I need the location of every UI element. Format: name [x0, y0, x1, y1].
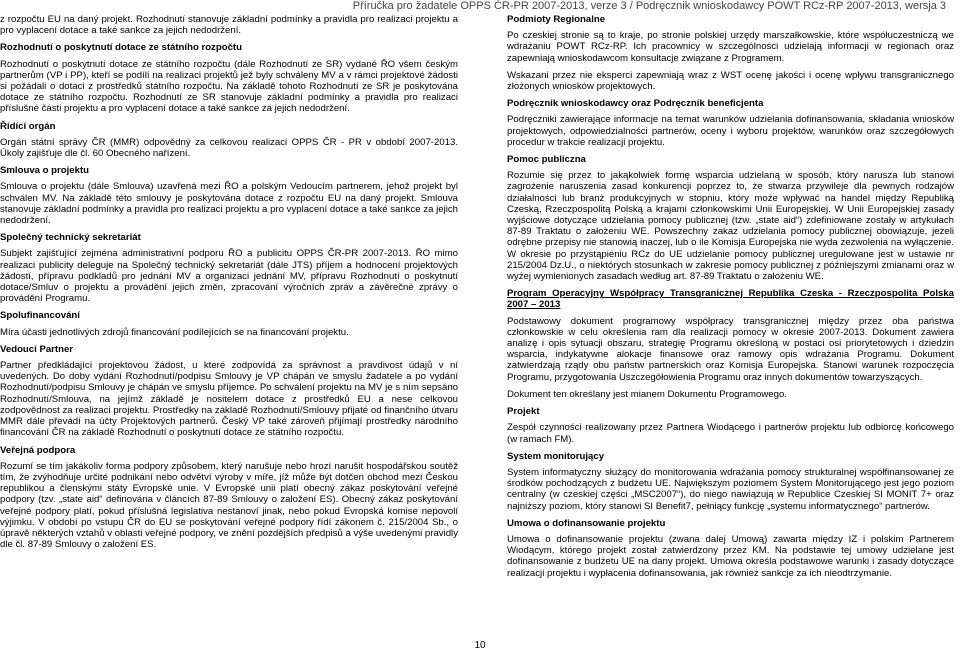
section-heading: Smlouva o projektu	[0, 165, 90, 177]
section-heading: Podręcznik wnioskodawcy oraz Podręcznik beneficjenta	[507, 98, 764, 110]
paragraph: Zespół czynności realizowany przez Partnera Wiodącego i partnerów projektu lub odbiorcę końcowego (w ramach FM).	[507, 422, 954, 445]
section-heading: System monitorujący	[507, 450, 605, 462]
page-number: 10	[474, 640, 486, 651]
section-heading: Spolufinancování	[0, 310, 80, 322]
paragraph: Orgán státní správy ČR (MMR) odpovědný za celkovou realizaci OPPS ČR - PR v období 2007-2013. Úkoly zajišťuje dle čl. 60 Obecného nařízení.	[0, 136, 458, 160]
paragraph: Rozumie się przez to jakąkolwiek formę wsparcia udzielaną w sposób, który narusza lub stanowi zagrożenie naruszenia zasad konkurencji poprzez to, że stwarza przywileje dla pewnych rodzajów działalności lub branż produkcyjnych w stopniu, który może wpływać na handel między Republiką Czeską, Rzeczpospolitą Polską a krajami członkowskimi Unii Europejskiej. W Unii Europejskiej zasady wyjściowe dotyczące udzielania pomocy publicznej (tzw. „state aid“) zdefiniowane zostały w artykułach 87-89 Traktatu o założeniu WE. Powszechny zakaz udzielania pomocy publicznej obowiązuje, jeżeli odrębne przepisy nie stanowią inaczej, lub o ile Komisja Europejska nie wyda zezwolenia na wyłączenie. W okresie po przystąpieniu RCz do UE udzielanie pomocy publicznej uregulowane jest w ustawie nr 215/2004 Dz.U., o niektórych stosunkach w zakresie pomocy publicznej z późniejszymi zmianami oraz w wyżej wymienionych zasadach według art. 87-89 Traktatu o założeniu WE.	[507, 170, 954, 283]
paragraph: Partner předkládající projektovou žádost, u které zodpovídá za správnost a pravdivost údajů v ní uvedených. Do doby vydání Rozhodnutí/podpisu Smlouvy je VP chápán ve smyslu žadatele a po vydání Rozhodnutí/podpisu Smlouvy je chápán ve smyslu příjemce. Po schválení projektu na MV je s ním sepsáno Rozhodnutí/Smlouva, na jejímž základě je nositelem dotace z prostředků EU a nese celkovou zodpovědnost za realizaci projektu. Prostředky na základě Rozhodnutí/Smlouvy přijaté od finančního útvaru MMR dále převádí na účty Projektových partnerů. Český VP také zároveň přijímají prostředky národního financování ČR na základě Rozhodnutí o poskytnutí dotace ze státního rozpočtu.	[0, 360, 458, 439]
paragraph: Umowa o dofinansowanie projektu (zwana dalej Umową) zawarta między IZ i polskim Partnerem Wiodącym, którego projekt został zatwierdzony przez KM. Na podstawie tej umowy udzielane jest dofinansowanie z budżetu UE na dany projekt. Umowa określa podstawowe warunki i zasady dotyczące realizacji projektu i wypłacenia dofinansowania, jak również sankcje za ich nieodtrzymanie.	[507, 533, 954, 579]
section-heading: Společný technický sekretariát	[0, 232, 141, 244]
section-heading: Pomoc publiczna	[507, 154, 586, 166]
paragraph: System informatyczny służący do monitorowania wdrażania pomocy strukturalnej współfinansowanej ze środków pochodzących z budżetu UE. Największym poziomem System Monitorującego jest jego poziom centralny (w czeskiej części „MSC2007“), do niego nawiązują w Republice Czeskiej SI MONIT 7+ oraz najniższy poziom, który stanowi SI Benefit7, pełniący funkcję „systemu informatycznego“ partnerów.	[507, 466, 954, 512]
paragraph: Podręczniki zawierające informacje na temat warunków udzielania dofinansowania, składania wniosków projektowych, odpowiedzialności partnerów, oceny i wyboru projektów, warunków oraz szczegółowych procedur w trakcie realizacji projektu.	[507, 114, 954, 148]
paragraph: z rozpočtu EU na daný projekt. Rozhodnutí stanovuje základní podmínky a pravidla pro realizaci projektu a pro vyplacení dotace a také sankce za jejich nedodržení.	[0, 14, 458, 37]
paragraph: Dokument ten określany jest mianem Dokumentu Programowego.	[507, 388, 787, 400]
paragraph: Smlouva o projektu (dále Smlouva) uzavřená mezi ŘO a polským Vedoucím partnerem, jehož projekt byl schválen MV. Na základě této smlouvy je poskytována dotace z rozpočtu EU na daný projekt. Smlouva stanovuje základní podmínky a pravidla pro realizaci projektu a pro vyplacení dotace a také sankce za jejich nedodržení.	[0, 181, 458, 227]
paragraph: Podstawowy dokument programowy współpracy transgranicznej między przez oba państwa członkowskie w celu określenia ram dla realizacji pomocy w okresie 2007-2013. Dokument zawiera analizę i opis sytuacji obszaru, strategię Programu określoną w postaci osi priorytetowych i dziedzin wsparcia, indykatywne alokacje finansowe oraz ramowy opis wdrażania Programu. Dokument zatwierdzają rządy obu państw partnerskich oraz Komisja Europejska. Stanowi warunek rozpoczęcia Programu, przygotowania Uszczegółowienia Programu oraz innych dokumentów towarzyszących.	[507, 315, 954, 383]
section-heading: Program Operacyjny Współpracy Transgranicznej Republika Czeska - Rzeczpospolita Polska 2007 – 2013	[507, 288, 954, 311]
left-column-czech	[0, 14, 458, 556]
paragraph: Rozhodnutí o poskytnutí dotace ze státního rozpočtu (dále Rozhodnutí ze SR) vydané ŘO všem českým partnerům (VP i PP), kteří se podílí na realizaci projektů jež byly schváleny MV a v rámci projektové žádosti si požádali o dotaci z prostředků státního rozpočtu. Na základě tohoto Rozhodnutí ze SR je poskytována dotace ze státního rozpočtu. Rozhodnutí ze SR stanovuje základní podmínky a pravidla pro realizaci příslušné části projektu a pro vyplacení dotace a také sankce za jejich nedodržení.	[0, 58, 458, 115]
paragraph: Wskazani przez nie eksperci zapewniają wraz z WST ocenę jakości i ocenę wpływu transgranicznego złożonych wniosków projektowych.	[507, 69, 954, 93]
section-heading: Řídící orgán	[0, 120, 56, 132]
paragraph: Rozumí se tím jakákoliv forma podpory způsobem, který narušuje nebo hrozí narušit hospodářskou soutěž tím, že zvýhodňuje určité podnikání nebo odvětví výroby v míře, jíž může být dotčen obchod mezi Českou republikou a členskými státy Evropské unie. V Evropské unii platí obecný zákaz poskytování veřejné podpory (tzv. „state aid“ definována v článcích 87-89 Smlouvy o založení ES). Obecný zákaz poskytování veřejné podpory platí, pokud příslušná legislativa nestanoví jinak, nebo pokud Evropská komise nepovolí výjimku. V období po vstupu ČR do EU se poskytování veřejné podpory řídí zákonem č. 215/2004 Sb., o úpravě některých vztahů v oblasti veřejné podpory, ve znění pozdějších předpisů a výše uvedenými pravidly dle čl. 87-89 Smlouvy o založení ES.	[0, 460, 458, 551]
right-column-polish	[507, 14, 954, 585]
section-heading: Umowa o dofinansowanie projektu	[507, 517, 666, 529]
paragraph: Míra účasti jednotlivých zdrojů financování podílejících se na financování projektu.	[0, 326, 349, 338]
section-heading: Veřejná podpora	[0, 444, 76, 456]
running-header: Příručka pro žadatele OPPS ČR-PR 2007-2013, verze 3 / Podręcznik wnioskodawcy POWT RCz-RP 2007-2013, wersja 3	[352, 0, 946, 12]
section-heading: Vedoucí Partner	[0, 343, 74, 355]
paragraph: Po czeskiej stronie są to kraje, po stronie polskiej urzędy marszałkowskie, które współuczestniczą we wdrażaniu POWT RCz-RP. Ich pracownicy w szczególności udzielają informacji w regionach oraz zapewniają wnioskodawcom konsultacje związane z Programem.	[507, 30, 954, 64]
paragraph: Subjekt zajišťující zejména administrativní podporu ŘO a publicitu OPPS ČR-PR 2007-2013. ŘO mimo realizaci publicity deleguje na Společný technický sekretariát (dále JTS) příjem a hodnocení projektových žádostí, přípravu podkladů pro jednání MV a organizaci jednání MV, přípravu Rozhodnutí o poskytnutí dotace/Smluv o projektu a provádění jejich změn, zpracování výročních zpráv a závěrečné zprávy o provádění Programu.	[0, 248, 458, 305]
section-heading: Rozhodnutí o poskytnutí dotace ze státního rozpočtu	[0, 42, 242, 54]
section-heading: Podmioty Regionalne	[507, 14, 606, 25]
section-heading: Projekt	[507, 406, 540, 418]
